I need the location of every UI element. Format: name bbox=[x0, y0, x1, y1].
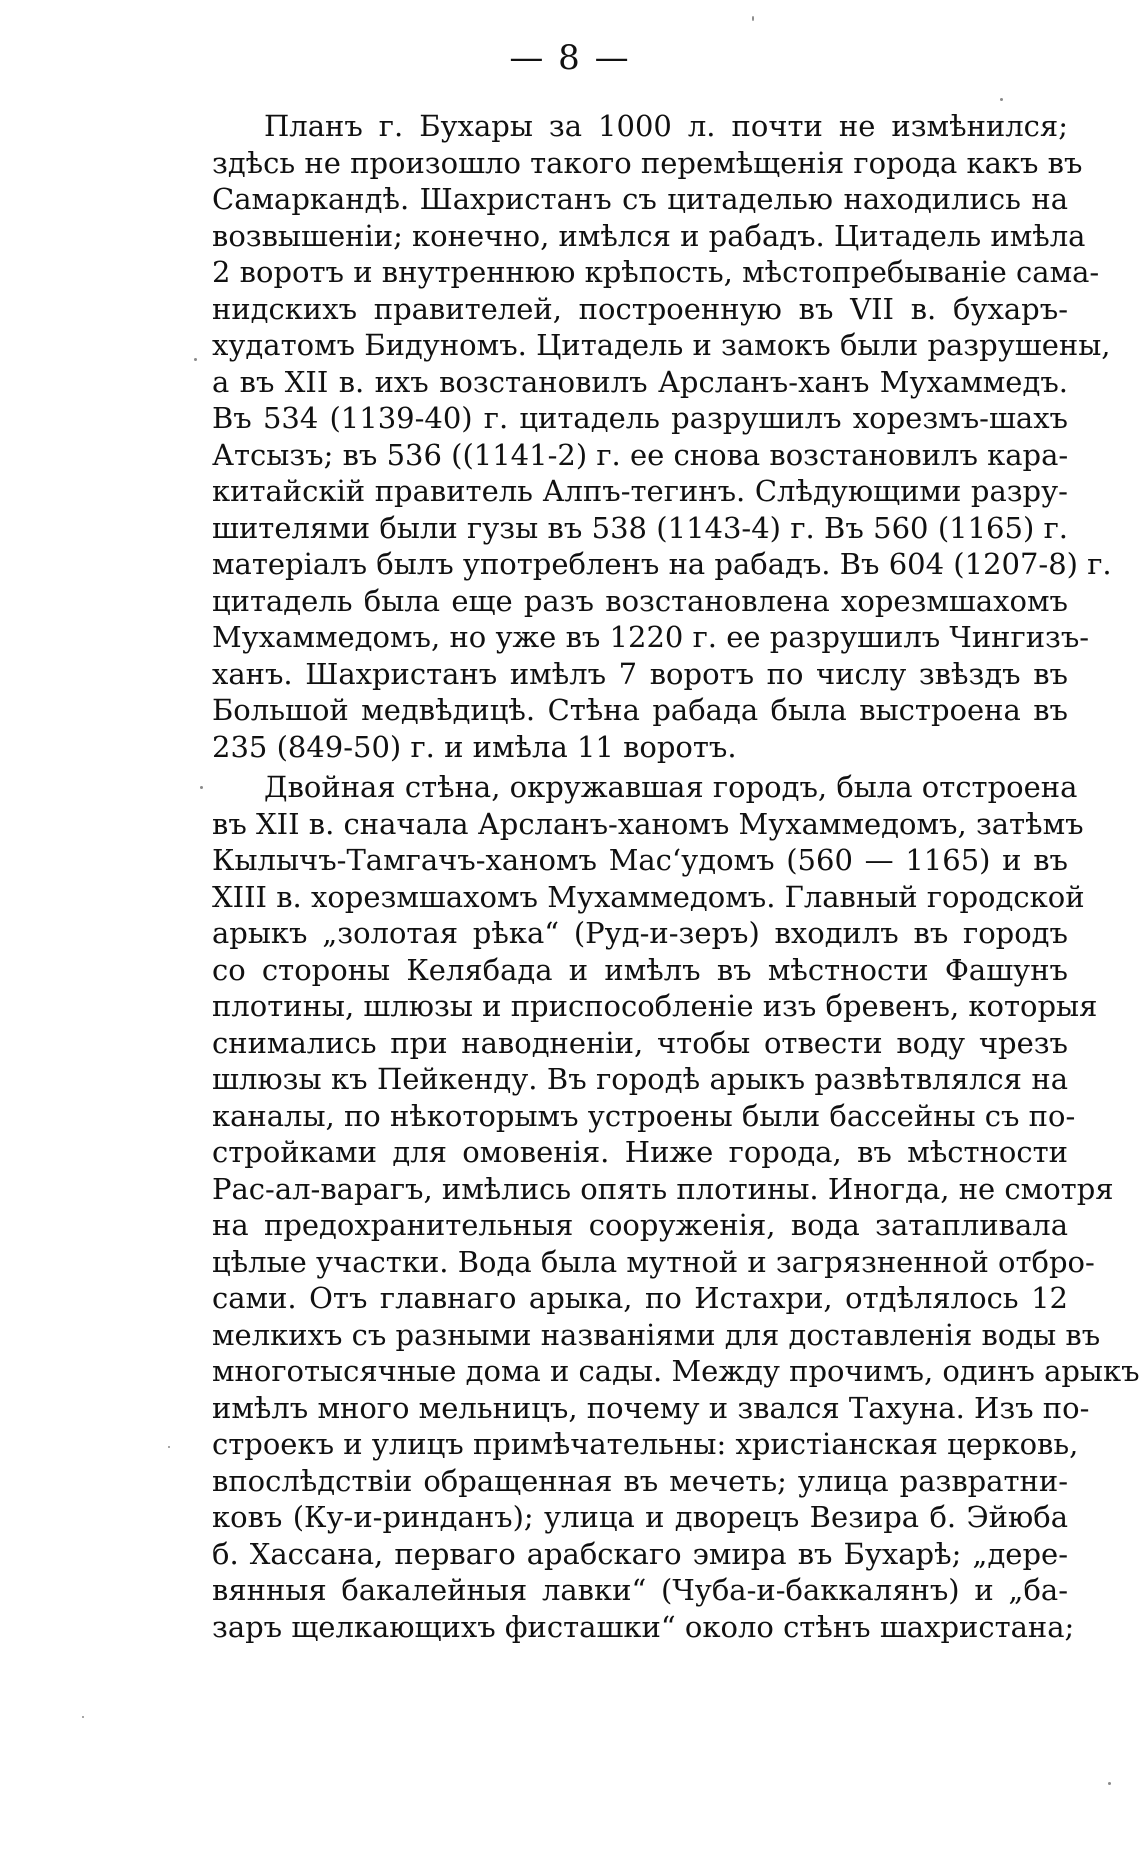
text-line: б. Хассана, перваго арабскаго эмира въ Бухарѣ; „дере- bbox=[212, 1536, 1068, 1571]
text-line: нидскихъ правителей, построенную въ VII в. бухаръ- bbox=[212, 291, 1068, 326]
text-line: строекъ и улицъ примѣчательны: христіанская церковь, bbox=[212, 1427, 1079, 1461]
text-line: Двойная стѣна, окружавшая городъ, была отстроена bbox=[264, 770, 1078, 804]
body-text bbox=[212, 108, 1140, 1645]
text-line: возвышеніи; конечно, имѣлся и рабадъ. Цитадель имѣла bbox=[212, 218, 1086, 253]
text-line: Самаркандѣ. Шахристанъ съ цитаделью находились на bbox=[212, 182, 1068, 216]
text-line: шлюзы къ Пейкенду. Въ городѣ арыкъ развѣтвлялся на bbox=[212, 1062, 1068, 1096]
text-line: вянныя бакалейныя лавки“ (Чуба-и-баккалянъ) и „ба- bbox=[212, 1573, 1068, 1607]
text-line: Въ 534 (1139-40) г. цитадель разрушилъ хорезмъ-шахъ bbox=[212, 401, 1068, 435]
text-line: матеріалъ былъ употребленъ на рабадъ. Въ 604 (1207-8) г. bbox=[212, 547, 1112, 581]
text-line: Атсызъ; въ 536 ((1141-2) г. ее снова возстановилъ кара- bbox=[212, 437, 1069, 472]
text-line: въ XII в. сначала Арсланъ-ханомъ Мухаммедомъ, затѣмъ bbox=[212, 806, 1084, 841]
text-line: китайскій правитель Алпъ-тегинъ. Слѣдующими разру- bbox=[212, 474, 1068, 508]
text-line: 2 воротъ и внутреннюю крѣпость, мѣстопребываніе сама- bbox=[212, 255, 1100, 289]
text-line: ковъ (Ку-и-ринданъ); улица и дворецъ Везира б. Эйюба bbox=[212, 1500, 1068, 1534]
text-line: имѣлъ много мельницъ, почему и звался Тахуна. Изъ по- bbox=[212, 1390, 1090, 1425]
paragraph-1 bbox=[212, 108, 1112, 765]
text-line: худатомъ Бидуномъ. Цитадель и замокъ были разрушены, bbox=[212, 328, 1111, 362]
text-line: многотысячные дома и сады. Между прочимъ, одинъ арыкъ bbox=[212, 1354, 1140, 1388]
text-line: мелкихъ съ разными названіями для доставленія воды въ bbox=[212, 1317, 1101, 1352]
text-line: на предохранительныя сооруженія, вода затапливала bbox=[212, 1208, 1068, 1242]
text-line: а въ XII в. ихъ возстановилъ Арсланъ-ханъ Мухаммедъ. bbox=[212, 364, 1068, 399]
text-line: заръ щелкающихъ фисташки“ около стѣнъ шахристана; bbox=[212, 1609, 1075, 1644]
text-line: сами. Отъ главнаго арыка, по Истахри, отдѣлялось 12 bbox=[212, 1281, 1068, 1315]
text-line: цѣлые участки. Вода была мутной и загрязненной отбро- bbox=[212, 1244, 1095, 1279]
paragraph-2 bbox=[212, 769, 1140, 1645]
text-line: Большой медвѣдицѣ. Стѣна рабада была выстроена въ bbox=[212, 693, 1068, 727]
text-line: впослѣдствіи обращенная въ мечеть; улица развратни- bbox=[212, 1463, 1068, 1498]
page-number: — 8 — bbox=[509, 38, 631, 78]
text-line: снимались при наводненіи, чтобы отвести воду чрезъ bbox=[212, 1025, 1068, 1060]
text-line: каналы, по нѣкоторымъ устроены были бассейны съ по- bbox=[212, 1098, 1076, 1133]
text-line: стройками для омовенія. Ниже города, въ мѣстности bbox=[212, 1135, 1068, 1169]
text-line: шителями были гузы въ 538 (1143-4) г. Въ 560 (1165) г. bbox=[212, 510, 1068, 545]
text-line: Планъ г. Бухары за 1000 л. почти не измѣнился; bbox=[264, 109, 1068, 143]
text-line: 235 (849-50) г. и имѣла 11 воротъ. bbox=[212, 729, 737, 764]
text-line: Мухаммедомъ, но уже въ 1220 г. ее разрушилъ Чингизъ- bbox=[212, 620, 1090, 654]
text-line: цитадель была еще разъ возстановлена хорезмшахомъ bbox=[212, 583, 1068, 618]
text-line: XIII в. хорезмшахомъ Мухаммедомъ. Главный городской bbox=[212, 879, 1085, 914]
text-line: Рас-ал-варагъ, имѣлись опять плотины. Иногда, не смотря bbox=[212, 1171, 1114, 1206]
text-line: со стороны Келябада и имѣлъ въ мѣстности Фашунъ bbox=[212, 952, 1068, 987]
text-line: ханъ. Шахристанъ имѣлъ 7 воротъ по числу звѣздъ въ bbox=[212, 656, 1068, 691]
text-line: плотины, шлюзы и приспособленіе изъ бревенъ, которыя bbox=[212, 989, 1098, 1023]
text-line: здѣсь не произошло такого перемѣщенія города какъ въ bbox=[212, 145, 1083, 180]
text-line: Кылычъ-Тамгачъ-ханомъ Мас‘удомъ (560 — 1165) и въ bbox=[212, 843, 1068, 877]
text-line: арыкъ „золотая рѣка“ (Руд-и-зеръ) входилъ въ городъ bbox=[212, 916, 1068, 950]
